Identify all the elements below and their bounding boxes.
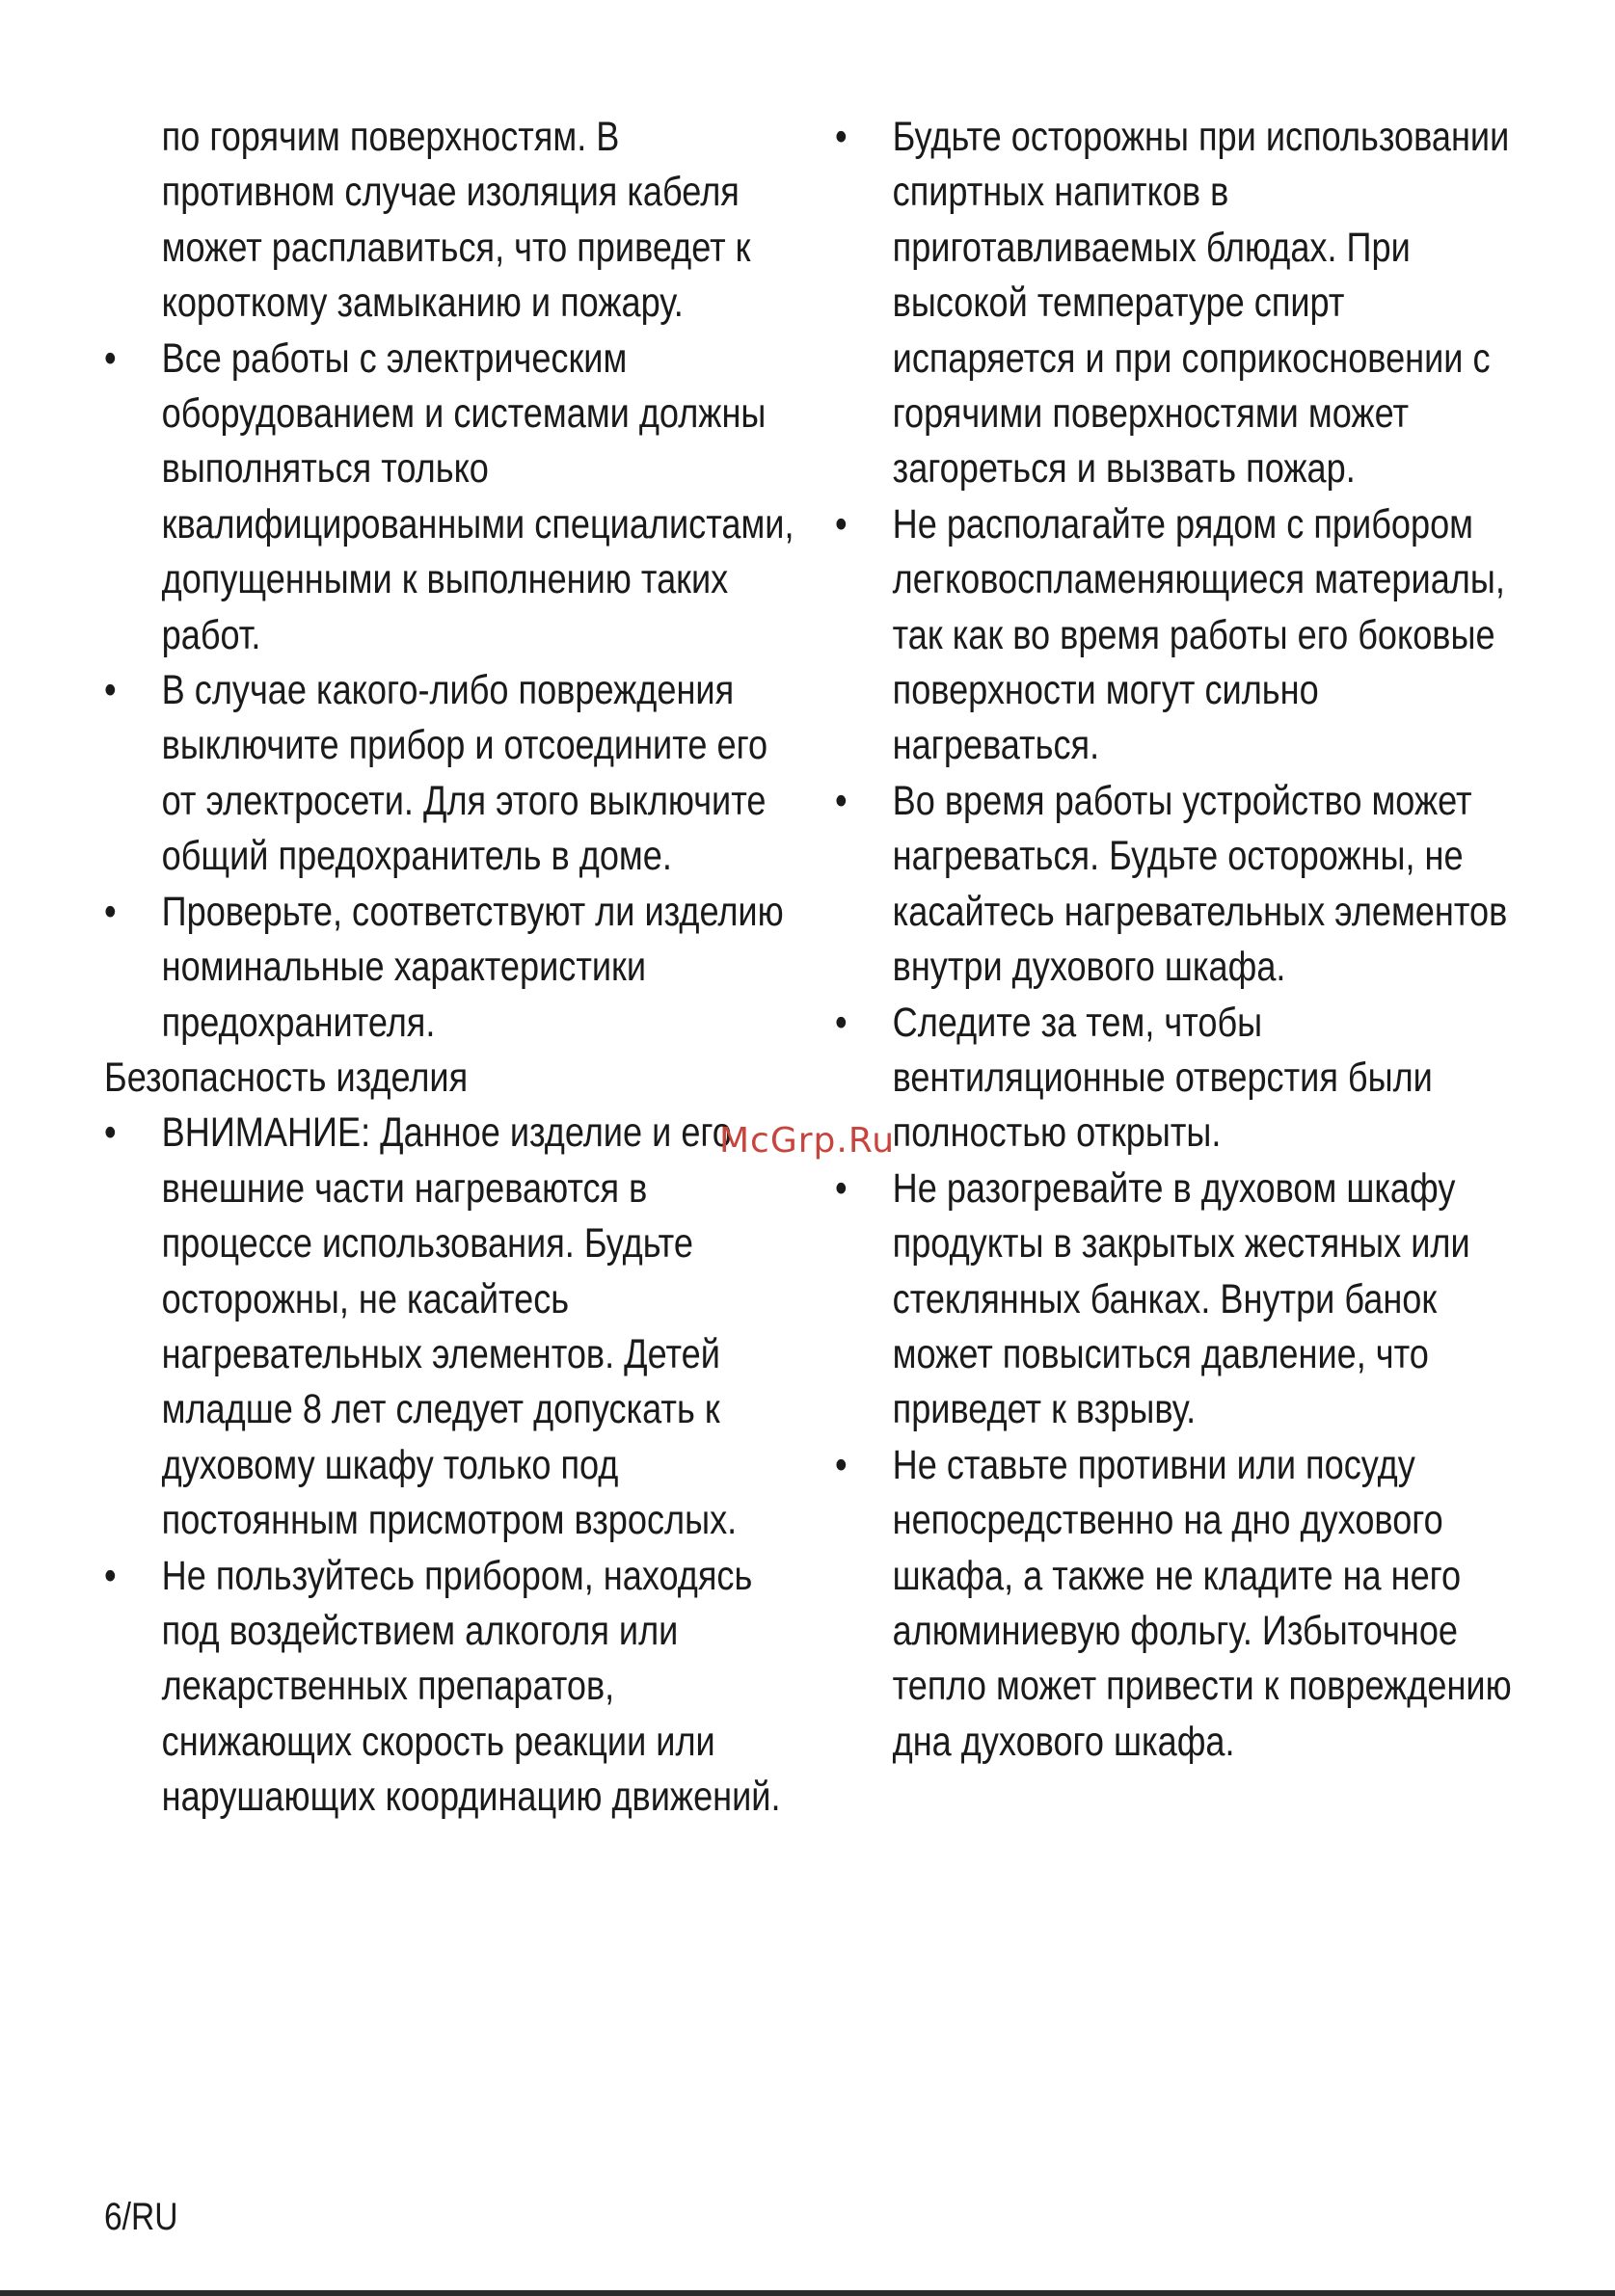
bullet-icon: • — [835, 1441, 848, 1488]
bullet-icon: • — [104, 1552, 117, 1599]
right-column — [835, 110, 1529, 1770]
bottom-border — [0, 2290, 1615, 2296]
bullet-icon: • — [835, 500, 848, 547]
list-item-text: Не ставьте противни или посуду непосредственно на дно духового шкафа, а также не кладите на него алюминиевую фольгу. Избыточное тепло может привести к повреждению дна духового шкафа. — [892, 1441, 1512, 1765]
bullet-icon: • — [835, 1164, 848, 1212]
list-item — [835, 497, 1529, 774]
page-number: 6/RU — [104, 2196, 178, 2238]
bullet-icon: • — [104, 667, 117, 714]
section-heading: Безопасность изделия — [104, 1054, 469, 1101]
list-item-text: Во время работы устройство может нагреваться. Будьте осторожны, не касайтесь нагревательных элементов внутри духового шкафа. — [892, 777, 1508, 991]
list-item-text: Все работы с электрическим оборудованием и системами должны выполняться только квалифицированными специалистами, допущенными к выполнению таких работ. — [161, 334, 794, 658]
right-text-block — [835, 110, 1529, 1770]
bullet-icon: • — [835, 114, 848, 160]
list-item-text: ВНИМАНИЕ: Данное изделие и его внешние части нагреваются в процессе использования. Будьте осторожны, не касайтесь нагревательных элементов. Детей младше 8 лет следует допускать к духовому шкафу только под постоянным присмотром взрослых. — [161, 1109, 738, 1544]
bullet-icon: • — [104, 1109, 117, 1157]
list-item — [104, 885, 798, 1051]
watermark: McGrp.Ru — [719, 1121, 896, 1161]
list-item — [835, 996, 1529, 1161]
bullet-icon: • — [104, 334, 117, 382]
list-item — [835, 774, 1529, 996]
list-item — [835, 110, 1529, 497]
bullet-icon: • — [835, 777, 848, 824]
list-item-text: Не располагайте рядом с прибором легковоспламеняющиеся материалы, так как во время работы его боковые поверхности могут сильно нагреваться. — [892, 500, 1505, 769]
list-item — [104, 1549, 798, 1826]
list-item-text: Проверьте, соответствуют ли изделию номинальные характеристики предохранителя. — [161, 888, 784, 1046]
list-item-text: Не пользуйтесь прибором, находясь под воздействием алкоголя или лекарственных препаратов, снижающих скорость реакции или нарушающих координацию движений. — [161, 1552, 781, 1821]
list-item-text: В случае какого-либо повреждения выключите прибор и отсоедините его от электросети. Для этого выключите общий предохранитель в доме. — [161, 667, 768, 880]
left-column — [104, 110, 798, 1826]
list-item — [835, 1161, 1529, 1438]
list-item-text: Будьте осторожны при использовании спиртных напитков в приготавливаемых блюдах. При высокой температуре спирт испаряется и при соприкосновении с горячими поверхностями может загореться и вызвать пожар. — [892, 114, 1510, 493]
bullet-icon: • — [104, 888, 117, 935]
list-item — [835, 1438, 1529, 1770]
bullet-icon: • — [835, 999, 848, 1046]
list-item — [104, 1106, 798, 1548]
list-item — [104, 663, 798, 885]
continued-paragraph: по горячим поверхностям. В противном случае изоляция кабеля может расплавиться, что приведет к короткому замыканию и пожару. — [161, 114, 751, 327]
list-item — [104, 332, 798, 663]
list-item-text: Не разогревайте в духовом шкафу продукты в закрытых жестяных или стеклянных банках. Внутри банок может повыситься давление, что приведет к взрыву. — [892, 1164, 1470, 1433]
left-text-block — [104, 110, 798, 1826]
list-item-text: Следите за тем, чтобы вентиляционные отверстия были полностью открыты. — [892, 999, 1433, 1157]
